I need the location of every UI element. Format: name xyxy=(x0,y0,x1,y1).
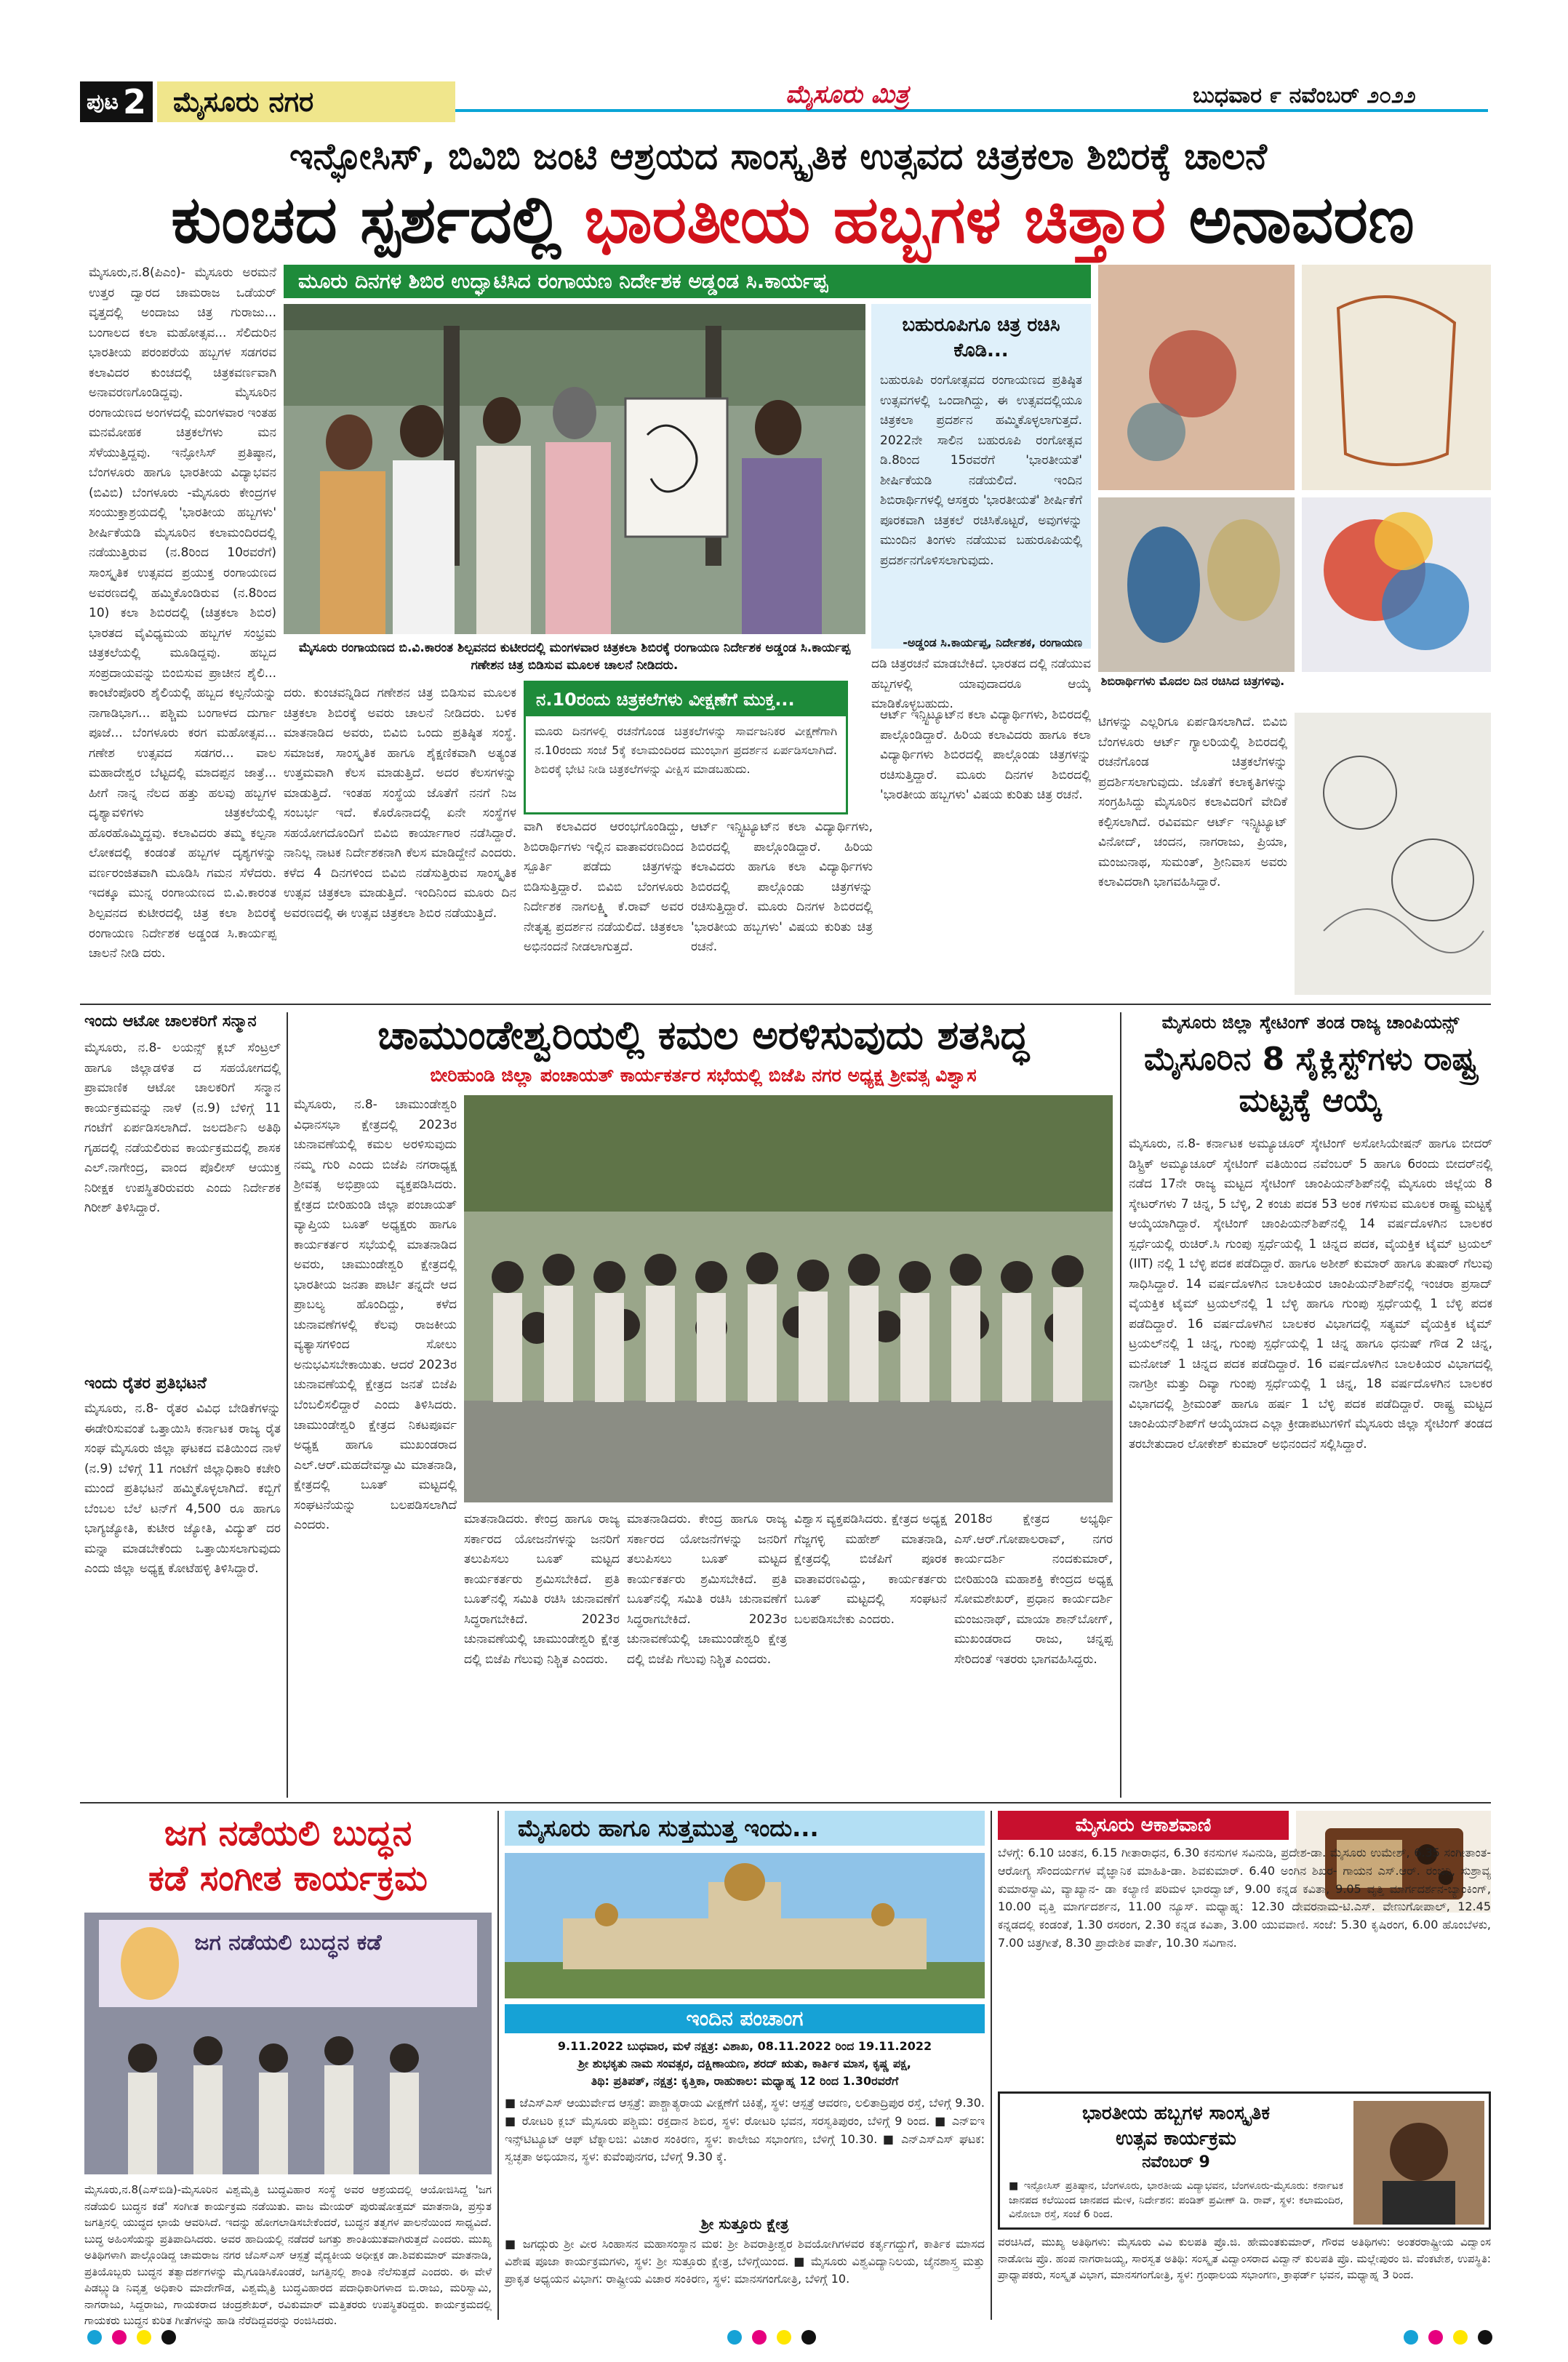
lead-photo-illustration xyxy=(284,304,865,634)
section-label: ಮೈಸೂರು ನಗರ xyxy=(157,81,455,122)
buddha-headline xyxy=(84,1811,492,1902)
farmers-news-body: ಮೈಸೂರು, ನ.8- ರೈತರ ವಿವಿಧ ಬೇಡಿಕೆಗಳನ್ನು ಈಡೇರಿಸುವಂತೆ ಒತ್ತಾಯಿಸಿ ಕರ್ನಾಟಕ ರಾಜ್ಯ ರೈತ ಸಂಘ ಮೈಸೂರು ಜಿಲ್ಲಾ ಘಟಕದ ವತಿಯಿಂದ ನಾಳೆ (ನ.9) ಬೆಳಿಗ್ಗೆ 11 ಗಂಟೆಗೆ ಜಿಲ್ಲಾಧಿಕಾರಿ ಕಚೇರಿ ಮುಂದೆ ಪ್ರತಿಭಟನೆ ಹಮ್ಮಿಕೊಳ್ಳಲಾಗಿದೆ. ಕಬ್ಬಿಗೆ ಬೆಂಬಲ ಬೆಲೆ ಟನ್‌ಗೆ 4,500 ರೂ ಹಾಗೂ ಭಾಗ್ಯಜ್ಯೋತಿ, ಕುಟೀರ ಜ್ಯೋತಿ, ವಿದ್ಯುತ್ ದರ ಮನ್ನಾ ಮಾಡಬೇಕೆಂದು ಒತ್ತಾಯಿಸಲಾಗುವುದು ಎಂದು ಜಿಲ್ಲಾ ಅಧ್ಯಕ್ಷ ಕೋಟೆಹಳ್ಳಿ ತಿಳಿಸಿದ್ದಾರೆ. xyxy=(84,1401,281,1577)
radio-body: ಬೆಳಗ್ಗೆ: 6.10 ಚಿಂತನ, 6.15 ಗೀತಾರಾಧನ, 6.30 ಕನಸುಗಳ ಸವಿನುಡಿ, ಪ್ರದೇಶ-ಡಾ. ಮೈಸೂರು ಉಮೇಶ್, 6.35 ಸಂಗೀತಾಂತ-ಆರೋಗ್ಯ ಸೌಂದರ್ಯಗಳ ವೈಜ್ಞಾನಿಕ ಮಾಹಿತಿ-ಡಾ. ಶಿವಕುಮಾರ್. 6.40 ಅಂಗಿನ ಶಿಖರ- ಗಾಯನ ಎಸ್.ಆರ್. ರಂಜಿನಿ, ಸುಶ್ರಾವ್ಯ ಕುಮಾರಸ್ವಾಮಿ, ವ್ಯಾಖ್ಯಾನ- ಡಾ ಕಲ್ಯಾಣಿ ಪರಿಮಳ ಭಾರದ್ವಾಜ್, 9.00 ಕನ್ನಡ ಕವಿತಾ, 9.05 ವೃತ್ತಿ ಮಾರ್ಗದರ್ಶನ-ಬ್ಯಾಂಕಿಂಗ್, 10.00 ವೃತ್ತಿ ಮಾರ್ಗದರ್ಶನ, 11.00 ನ್ಯೂಸ್. ಮಧ್ಯಾಹ್ನ: 12.30 ದೇವರನಾಮ-ಟಿ.ಎಸ್. ವೇಣುಗೋಪಾಲ್, 12.45 ಕನ್ನಡದಲ್ಲಿ ಕಂಡಂತೆ, 1.30 ರಸರಂಗ, 2.30 ಕನ್ನಡ ಕವಿತಾ, 3.00 ಯುವವಾಣಿ. ಸಂಜೆ: 5.30 ಕೃಷಿರಂಗ, 6.00 ಹೊಂಬೆಳಕು, 7.00 ಚಿತ್ರಗೀತೆ, 8.30 ಪ್ರಾದೇಶಿಕ ವಾರ್ತೆ, 10.30 ಸವಿಗಾನ. xyxy=(998,1846,1491,1950)
auto-news-title: ಇಂದು ಆಟೋ ಚಾಲಕರಿಗೆ ಸನ್ಮಾನ xyxy=(84,1012,257,1030)
black-dot xyxy=(1478,2330,1492,2345)
newspaper-logo: ಮೈಸೂರು ಮಿತ್ರ xyxy=(785,80,909,109)
sidebar-title: ಬಹುರೂಪಿಗೂ ಚಿತ್ರ ರಚಿಸಿ ಕೊಡಿ... xyxy=(902,314,1060,362)
panchanga-line2: ಶ್ರೀ ಶುಭಕೃತು ನಾಮ ಸಂವತ್ಸರ, ದಕ್ಷಿಣಾಯಣ, ಶರದ್ ಋತು, ಕಾರ್ತಿಕ ಮಾಸ, ಕೃಷ್ಣ ಪಕ್ಷ, xyxy=(578,2057,911,2070)
sidebar-body: ಬಹುರೂಪಿ ರಂಗೋತ್ಸವದ ರಂಗಾಯಣದ ಪ್ರತಿಷ್ಠಿತ ಉತ್ಸವಗಳಲ್ಲಿ ಒಂದಾಗಿದ್ದು, ಈ ಉತ್ಸವದಲ್ಲಿಯೂ ಚಿತ್ರಕಲಾ ಪ್ರದರ್ಶನ ಹಮ್ಮಿಕೊಳ್ಳಲಾಗುತ್ತದೆ. 2022ನೇ ಸಾಲಿನ ಬಹುರೂಪಿ ರಂಗೋತ್ಸವ ಡಿ.8ರಿಂದ 15ರವರೆಗೆ 'ಭಾರತೀಯತೆ' ಶೀರ್ಷಿಕೆಯಡಿ ನಡೆಯಲಿದೆ. ಇಂದಿನ ಶಿಬಿರಾರ್ಥಿಗಳಲ್ಲಿ ಆಸಕ್ತರು 'ಭಾರತೀಯತೆ' ಶೀರ್ಷಿಕೆಗೆ ಪೂರಕವಾಗಿ ಚಿತ್ರಕಲೆ ರಚಿಸಿಕೊಟ್ಟರೆ, ಅವುಗಳನ್ನು ಮುಂದಿನ ತಿಂಗಳು ನಡೆಯುವ ಬಹುರೂಪಿಯಲ್ಲಿ ಪ್ರದರ್ಶನಗೊಳಿಸಲಾಗುವುದು. xyxy=(880,373,1082,568)
sketch-image xyxy=(1295,713,1491,995)
vertical-rule-3 xyxy=(497,1811,499,2320)
panchanga-bar: ಇಂದಿನ ಪಂಚಾಂಗ xyxy=(505,2004,985,2033)
sketch-illustration xyxy=(1295,713,1491,995)
magenta-dot xyxy=(1428,2330,1443,2345)
lead-headline-part-c: ಅನಾವರಣ xyxy=(1166,182,1415,258)
black-dot xyxy=(801,2330,816,2345)
panchanga-line3: ತಿಥಿ: ಪ್ರತಿಪತ್, ನಕ್ಷತ್ರ: ಕೃತ್ತಿಕಾ, ರಾಹುಕಾಲ: ಮಧ್ಯಾಹ್ನ 12 ರಿಂದ 1.30ರವರೆಗೆ xyxy=(591,2074,899,2088)
highlight-body: ಮೂರು ದಿನಗಳಲ್ಲಿ ರಚನೆಗೊಂಡ ಚಿತ್ರಕಲೆಗಳನ್ನು ಸಾರ್ವಜನಿಕರ ವೀಕ್ಷಣೆಗಾಗಿ ನ.10ರಂದು ಸಂಜೆ 5ಕ್ಕೆ ಕಲಾಮಂದಿರದ ಮುಂಭಾಗ ಪ್ರದರ್ಶನ ಏರ್ಪಡಿಸಲಾಗಿದೆ. ಶಿಬಿರಕ್ಕೆ ಭೇಟಿ ನೀಡಿ ಚಿತ್ರಕಲೆಗಳನ್ನು ವೀಕ್ಷಿಸ ಮಾಡಬಹುದು. xyxy=(535,724,837,776)
lead-col4b: ಆರ್ಟ್ ಇನ್ಸ್ಟಿಟ್ಯೂಟ್‌ನ ಕಲಾ ವಿದ್ಯಾರ್ಥಿಗಳು, ಶಿಬಿರದಲ್ಲಿ ಪಾಲ್ಗೊಂಡಿದ್ದಾರೆ. ಹಿರಿಯ ಕಲಾವಿದರು ಹಾಗೂ ಕಲಾ ವಿದ್ಯಾರ್ಥಿಗಳು ಶಿಬಿರದಲ್ಲಿ ಪಾಲ್ಗೊಂಡು ಚಿತ್ರಗಳನ್ನು ರಚಿಸುತ್ತಿದ್ದಾರೆ. ಮೂರು ದಿನಗಳ ಶಿಬಿರದಲ್ಲಿ 'ಭಾರತೀಯ ಹಬ್ಬಗಳು' ವಿಷಯ ಕುರಿತು ಚಿತ್ರ ರಚನೆ. xyxy=(880,708,1091,803)
cyan-dot xyxy=(1404,2330,1418,2345)
chamundi-col1: ಮೈಸೂರು, ನ.8- ಚಾಮುಂಡೇಶ್ವರಿ ವಿಧಾನಸಭಾ ಕ್ಷೇತ್ರದಲ್ಲಿ 2023ರ ಚುನಾವಣೆಯಲ್ಲಿ ಕಮಲ ಅರಳಿಸುವುದು ನಮ್ಮ ಗುರಿ ಎಂದು ಬಿಜೆಪಿ ನಗರಾಧ್ಯಕ್ಷ ಶ್ರೀವತ್ಸ ಅಭಿಪ್ರಾಯ ವ್ಯಕ್ತಪಡಿಸಿದರು. ಕ್ಷೇತ್ರದ ಬೀರಿಹುಂಡಿ ಜಿಲ್ಲಾ ಪಂಚಾಯತ್ ವ್ಯಾಪ್ತಿಯ ಬೂತ್ ಅಧ್ಯಕ್ಷರು ಹಾಗೂ ಕಾರ್ಯಕರ್ತರ ಸಭೆಯಲ್ಲಿ ಮಾತನಾಡಿದ ಅವರು, ಚಾಮುಂಡೇಶ್ವರಿ ಕ್ಷೇತ್ರದಲ್ಲಿ ಭಾರತೀಯ ಜನತಾ ಪಾರ್ಟಿ ತನ್ನದೇ ಆದ ಪ್ರಾಬಲ್ಯ ಹೊಂದಿದ್ದು, ಕಳೆದ ಚುನಾವಣೆಗಳಲ್ಲಿ ಕೆಲವು ರಾಜಕೀಯ ವ್ಯತ್ಯಾಸಗಳಿಂದ ಸೋಲು ಅನುಭವಿಸಬೇಕಾಯಿತು. ಆದರೆ 2023ರ ಚುನಾವಣೆಯಲ್ಲಿ ಕ್ಷೇತ್ರದ ಜನತೆ ಬಿಜೆಪಿ ಬೆಂಬಲಿಸಲಿದ್ದಾರೆ ಎಂದು ತಿಳಿಸಿದರು. ಚಾಮುಂಡೇಶ್ವರಿ ಕ್ಷೇತ್ರದ ನಿಕಟಪೂರ್ವ ಅಧ್ಯಕ್ಷ ಹಾಗೂ ಮುಖಂಡರಾದ ಎಲ್.ಆರ್.ಮಹದೇವಸ್ವಾಮಿ ಮಾತನಾಡಿ, ಕ್ಷೇತ್ರದಲ್ಲಿ ಬೂತ್ ಮಟ್ಟದಲ್ಲಿ ಸಂಘಟನೆಯನ್ನು ಬಲಪಡಿಸಲಾಗಿದೆ ಎಂದರು. xyxy=(294,1097,457,1533)
lead-kicker: ಇನ್ಫೋಸಿಸ್, ಬಿವಿಬಿ ಜಂಟಿ ಆಶ್ರಯದ ಸಾಂಸ್ಕೃತಿಕ ಉತ್ಸವದ ಚಿತ್ರಕಲಾ ಶಿಬಿರಕ್ಕೆ ಚಾಲನೆ xyxy=(289,135,1267,177)
sidebar-box xyxy=(871,304,1091,649)
sidebar-signature: -ಅಡ್ಡಂಡ ಸಿ.ಕಾರ್ಯಪ್ಪ, ನಿರ್ದೇಶಕ, ರಂಗಾಯಣ xyxy=(903,636,1082,650)
today-items: ■ ಜೆಎಸ್‌ಎಸ್ ಆಯುರ್ವೇದ ಆಸ್ಪತ್ರೆ: ಪಾಶ್ಚಾತ್ಯರಾಯ ವೀಕ್ಷಣೆಗೆ ಚಿಕಿತ್ಸೆ, ಸ್ಥಳ: ಆಸ್ಪತ್ರೆ ಆವರಣ, ಲಲಿತಾದ್ರಿಪುರ ರಸ್ತೆ, ಬೆಳಿಗ್ಗೆ 9.30. ■ ರೋಟರಿ ಕ್ಲಬ್ ಮೈಸೂರು ಪಶ್ಚಿಮ: ರಕ್ತದಾನ ಶಿಬಿರ, ಸ್ಥಳ: ರೋಟರಿ ಭವನ, ಸರಸ್ವತಿಪುರಂ, ಬೆಳಿಗ್ಗೆ 9 ರಿಂದ. ■ ಎನ್‌ಐಇ ಇನ್ಸ್‌ಟಿಟ್ಯೂಟ್ ಆಫ್ ಟೆಕ್ನಾಲಜಿ: ವಿಚಾರ ಸಂಕಿರಣ, ಸ್ಥಳ: ಕಾಲೇಜು ಸಭಾಂಗಣ, ಬೆಳಿಗ್ಗೆ 10.30. ■ ಎನ್‌ಎಸ್‌ಎಸ್ ಘಟಕ: ಸ್ವಚ್ಛತಾ ಅಭಿಯಾನ, ಸ್ಥಳ: ಕುವೆಂಪುನಗರ, ಬೆಳಿಗ್ಗೆ 9.30 ಕ್ಕೆ. xyxy=(505,2096,985,2164)
lead-col3: ವಾಗಿ ಕಲಾವಿದರ ಆರಂಭಗೊಂಡಿದ್ದು, ಶಿಬಿರಾರ್ಥಿಗಳು ಇಲ್ಲಿನ ವಾತಾವರಣದಿಂದ ಸ್ಪೂರ್ತಿ ಪಡೆದು ಚಿತ್ರಗಳನ್ನು ಬಿಡಿಸುತ್ತಿದ್ದಾರೆ. ಬಿವಿಬಿ ಬೆಂಗಳೂರು ನಿರ್ದೇಶಕ ನಾಗಲಕ್ಷ್ಮಿ ಕೆ.ರಾವ್ ಅವರ ನೇತೃತ್ವ ಪ್ರದರ್ಶನ ನಡೆಯಲಿದೆ. ಚಿತ್ರಕಲಾ ಅಭಿನಂದನೆ ನೀಡಲಾಗುತ್ತದೆ. xyxy=(524,820,684,955)
chamundi-col4: 2018ರ ಕ್ಷೇತ್ರದ ಅಭ್ಯರ್ಥಿ ಎಸ್.ಆರ್.ಗೋಪಾಲರಾವ್, ನಗರ ಕಾರ್ಯದರ್ಶಿ ನಂದಕುಮಾರ್, ಬೀರಿಹುಂಡಿ ಮಹಾಶಕ್ತಿ ಕೇಂದ್ರದ ಅಧ್ಯಕ್ಷ ಸೋಮಶೇಖರ್, ಪ್ರಧಾನ ಕಾರ್ಯದರ್ಶಿ ಮಂಜುನಾಥ್, ಮಾಯಾ ಶಾನ್‌ಬೋಗ್, ಮುಖಂಡರಾದ ರಾಜು, ಚನ್ನಪ್ಪ ಸೇರಿದಂತೆ ಇತರರು ಭಾಗವಹಿಸಿದ್ದರು. xyxy=(954,1512,1113,1667)
header-rule xyxy=(455,109,1488,112)
magenta-dot xyxy=(112,2330,127,2345)
page-number: 2 xyxy=(123,82,147,121)
lead-headline xyxy=(109,182,1476,258)
cycling-body: ಮೈಸೂರು, ನ.8- ಕರ್ನಾಟಕ ಅಮ್ಯೂಚೂರ್ ಸ್ಕೇಟಿಂಗ್ ಅಸೋಸಿಯೇಷನ್ ಹಾಗೂ ಬೀದರ್ ಡಿಸ್ಟ್ರಿಕ್ ಅಮ್ಯೂಚೂರ್ ಸ್ಕೇಟಿಂಗ್ ವತಿಯಿಂದ ನವೆಂಬರ್ 5 ಹಾಗೂ 6ರಂದು ಬೀದರ್‌ನಲ್ಲಿ ನಡೆದ 17ನೇ ರಾಜ್ಯ ಮಟ್ಟದ ಸ್ಕೇಟಿಂಗ್ ಚಾಂಪಿಯನ್‌ಶಿಪ್‌ನಲ್ಲಿ ಮೈಸೂರು ಜಿಲ್ಲೆಯ 8 ಸ್ಕೇಟರ್‌ಗಳು 7 ಚಿನ್ನ, 5 ಬೆಳ್ಳಿ, 2 ಕಂಚು ಪದಕ 53 ಅಂಕ ಗಳಿಸುವ ಮೂಲಕ ರಾಷ್ಟ್ರ ಮಟ್ಟಕ್ಕೆ ಆಯ್ಕೆಯಾಗಿದ್ದಾರೆ. ಸ್ಕೇಟಿಂಗ್ ಚಾಂಪಿಯನ್‌ಶಿಪ್‌ನಲ್ಲಿ 14 ವರ್ಷದೊಳಗಿನ ಬಾಲಕರ ಸ್ಪರ್ಧೆಯಲ್ಲಿ ರುಚಿರ್.ಸಿ ಗುಂಪು ಸ್ಪರ್ಧೆಯಲ್ಲಿ 1 ಚಿನ್ನದ ಪದಕ, ವೈಯಕ್ತಿಕ ಟೈಮ್ ಟ್ರಯಲ್ (IIT) ನಲ್ಲಿ 1 ಬೆಳ್ಳಿ ಪದಕ ಪಡೆದಿದ್ದಾರೆ. ಹಾಗೂ ಅಶೀಶ್ ಕುಮಾರ್ ಹಾಗೂ ತುಷಾರ್ ಗೆಲುವು ಸಾಧಿಸಿದ್ದಾರೆ. 14 ವರ್ಷದೊಳಗಿನ ಬಾಲಕಿಯರ ಚಾಂಪಿಯನ್‌ಶಿಪ್‌ನಲ್ಲಿ ಇಂಚರಾ ಪ್ರಸಾದ್ ವೈಯಕ್ತಿಕ ಟೈಮ್ ಟ್ರಯಲ್‌ನಲ್ಲಿ 1 ಬೆಳ್ಳಿ ಹಾಗೂ ಗುಂಪು ಸ್ಪರ್ಧೆಯಲ್ಲಿ 1 ಬೆಳ್ಳಿ ಪದಕ ಪಡೆದಿದ್ದಾರೆ. 16 ವರ್ಷದೊಳಗಿನ ಬಾಲಕರ ವಿಭಾಗದಲ್ಲಿ ಸತ್ಯಮ್ ವೈಯಕ್ತಿಕ ಟೈಮ್ ಟ್ರಯಲ್‌ನಲ್ಲಿ 1 ಚಿನ್ನ, ಗುಂಪು ಸ್ಪರ್ಧೆಯಲ್ಲಿ 1 ಚಿನ್ನ ಹಾಗೂ ಧನುಷ್ ಗೌಡ 2 ಚಿನ್ನ, ಮನೋಜ್ 1 ಚಿನ್ನದ ಪದಕ ಪಡೆದಿದ್ದಾರೆ. 16 ವರ್ಷದೊಳಗಿನ ಬಾಲಕಿಯರ ವಿಭಾಗದಲ್ಲಿ ನಾಗಶ್ರೀ ಮತ್ತು ದಿವ್ಯಾ ಗುಂಪು ಸ್ಪರ್ಧೆಯಲ್ಲಿ 1 ಚಿನ್ನ, 18 ವರ್ಷದೊಳಗಿನ ಬಾಲಕರ ವಿಭಾಗದಲ್ಲಿ ಶ್ರೀಮಂತ್ ಹಾಗೂ ಹರ್ಷ 1 ಬೆಳ್ಳಿ ಪದಕ ಪಡೆದಿದ್ದಾರೆ. ರಾಷ್ಟ್ರ ಮಟ್ಟದ ಚಾಂಪಿಯನ್‌ಶಿಪ್‌ಗೆ ಆಯ್ಕೆಯಾದ ಎಲ್ಲಾ ಕ್ರೀಡಾಪಟುಗಳಿಗೆ ಮೈಸೂರು ಜಿಲ್ಲಾ ಸ್ಕೇಟಿಂಗ್ ತಂಡದ ತರಬೇತುದಾರ ಲೋಕೇಶ್ ಕುಮಾರ್ ಅಭಿನಂದನೆ ಸಲ್ಲಿಸಿದ್ದಾರೆ. xyxy=(1129,1137,1492,1452)
buddha-body: ಮೈಸೂರು,ನ.8(ಎಸ್‌ಬಿಡಿ)-ಮೈಸೂರಿನ ವಿಶ್ವಮೈತ್ರಿ ಬುದ್ಧವಿಹಾರ ಸಂಸ್ಥೆ ಅವರ ಆಶ್ರಯದಲ್ಲಿ ಆಯೋಜಿಸಿದ್ದ 'ಜಗ ನಡೆಯಲಿ ಬುದ್ಧನ ಕಡೆ' ಸಂಗೀತ ಕಾರ್ಯಕ್ರಮ ನಡೆಯಿತು. ವಾಜ ಮೇಯರ್ ಪುರುಷೋತ್ತಮ್ ಮಾತನಾಡಿ, ಪ್ರಸ್ತುತ ಜಗತ್ತಿನಲ್ಲಿ ಯುದ್ಧದ ಛಾಯೆ ಆವರಿಸಿದೆ. ಇದನ್ನು ಹೋಗಲಾಡಿಸಬೇಕೆಂದರೆ, ಬುದ್ಧನ ತತ್ವಗಳ ಪಾಲನೆಯಿಂದ ಸಾಧ್ಯವಿದೆ. ಬುದ್ಧ ಅಹಿಂಸೆಯನ್ನು ಪ್ರತಿಪಾದಿಸಿದರು. ಅವರ ಹಾದಿಯಲ್ಲಿ ನಡೆದರೆ ಜಗತ್ತು ಶಾಂತಿಯುತವಾಗಿರುತ್ತದೆ ಎಂದರು. ಮುಖ್ಯ ಅತಿಥಿಗಳಾಗಿ ಪಾಲ್ಗೊಂಡಿದ್ದ ಚಾಮರಾಜ ನಗರ ಜೆಎಸ್‌ಎಸ್ ಆಸ್ಪತ್ರೆ ವೈದ್ಯಕೀಯ ಅಧೀಕ್ಷಕ ಡಾ.ಶಿವಕುಮಾರ್ ಮಾತನಾಡಿ, ಪ್ರತಿಯೊಬ್ಬರು ಬುದ್ಧನ ತತ್ವಾದರ್ಶಗಳನ್ನು ಮೈಗೂಡಿಸಿಕೊಂಡರೆ, ಜಗತ್ತಿನಲ್ಲಿ ಶಾಂತಿ ನೆಲೆಸುತ್ತದೆ ಎಂದರು. ಈ ವೇಳೆ ಪಿಡಬ್ಲ್ಯುಡಿ ನಿವೃತ್ತ ಅಧಿಕಾರಿ ಮಾದೇಗೌಡ, ವಿಶ್ವಮೈತ್ರಿ ಬುದ್ಧವಿಹಾರದ ಪದಾಧಿಕಾರಿಗಳಾದ ಬಿ.ರಾಜು, ಮರಿಸ್ವಾಮಿ, ನಾಗರಾಜು, ಸಿದ್ದರಾಜು, ಗಾಯಕರಾದ ಚಂದ್ರಶೇಖರ್, ರವಿಕುಮಾರ್ ಮತ್ತಿತರರು ಉಪಸ್ಥಿತರಿದ್ದರು. ಕಾರ್ಯಕ್ರಮದಲ್ಲಿ ಗಾಯಕರು ಬುದ್ಧನ ಕುರಿತ ಗೀತೆಗಳನ್ನು ಹಾಡಿ ನೆರೆದಿದ್ದವರನ್ನು ರಂಜಿಸಿದರು. xyxy=(84,2183,492,2327)
palace-photo xyxy=(505,1853,985,1998)
cyan-dot xyxy=(87,2330,102,2345)
buddha-headline-line2: ಕಡೆ ಸಂಗೀತ ಕಾರ್ಯಕ್ರಮ xyxy=(148,1858,428,1899)
lead-subbar: ಮೂರು ದಿನಗಳ ಶಿಬಿರ ಉದ್ಘಾಟಿಸಿದ ರಂಗಾಯಣ ನಿರ್ದೇಶಕ ಅಡ್ಡಂಡ ಸಿ.ಕಾರ್ಯಪ್ಪ xyxy=(284,265,1091,298)
farmers-news-title: ಇಂದು ರೈತರ ಪ್ರತಿಭಟನೆ xyxy=(84,1374,207,1393)
auto-news-body: ಮೈಸೂರು, ನ.8- ಲಯನ್ಸ್ ಕ್ಲಬ್ ಸೆಂಟ್ರಲ್ ಹಾಗೂ ಜಿಲ್ಲಾಡಳಿತ ದ ಸಹಯೋಗದಲ್ಲಿ ಪ್ರಾಮಾಣಿಕ ಆಟೋ ಚಾಲಕರಿಗೆ ಸನ್ಮಾನ ಕಾರ್ಯಕ್ರಮವನ್ನು ನಾಳೆ (ನ.9) ಬೆಳಿಗ್ಗೆ 11 ಗಂಟೆಗೆ ಏರ್ಪಡಿಸಲಾಗಿದೆ. ಜಲದರ್ಶಿನಿ ಅತಿಥಿ ಗೃಹದಲ್ಲಿ ನಡೆಯಲಿರುವ ಕಾರ್ಯಕ್ರಮದಲ್ಲಿ ಶಾಸಕ ಎಲ್.ನಾಗೇಂದ್ರ, ವಾಂದ ಪೊಲೀಸ್ ಆಯುಕ್ತ ನಿರೀಕ್ಷಕ ಉಪಸ್ಥಿತರಿರುವರು ಎಂದು ನಿರ್ದೇಶಕ ಗಿರೀಶ್ ತಿಳಿಸಿದ್ದಾರೆ. xyxy=(84,1041,281,1216)
issue-date: ಬುಧವಾರ ೯ ನವೆಂಬರ್ ೨೦೨೨ xyxy=(1193,83,1416,108)
chamundi-group-photo xyxy=(464,1095,1113,1502)
today-bar: ಮೈಸೂರು ಹಾಗೂ ಸುತ್ತಮುತ್ತ ಇಂದು... xyxy=(505,1811,985,1846)
paintings-illustration xyxy=(1098,265,1491,672)
chamundi-headline: ಚಾಮುಂಡೇಶ್ವರಿಯಲ್ಲಿ ಕಮಲ ಅರಳಿಸುವುದು ಶತಸಿದ್ಧ xyxy=(377,1012,1029,1058)
paintings-caption: ಶಿಬಿರಾರ್ಥಿಗಳು ಮೊದಲ ದಿನ ರಚಿಸಿದ ಚಿತ್ರಗಳಿವು. xyxy=(1100,674,1285,688)
buddha-event-photo xyxy=(84,1913,492,2174)
highlight-box xyxy=(524,681,848,814)
lead-col4: ಆರ್ಟ್ ಇನ್ಸ್ಟಿಟ್ಯೂಟ್‌ನ ಕಲಾ ವಿದ್ಯಾರ್ಥಿಗಳು, ಶಿಬಿರದಲ್ಲಿ ಪಾಲ್ಗೊಂಡಿದ್ದಾರೆ. ಹಿರಿಯ ಕಲಾವಿದರು ಹಾಗೂ ಕಲಾ ವಿದ್ಯಾರ್ಥಿಗಳು ಶಿಬಿರದಲ್ಲಿ ಪಾಲ್ಗೊಂಡು ಚಿತ್ರಗಳನ್ನು ರಚಿಸುತ್ತಿದ್ದಾರೆ. ಮೂರು ದಿನಗಳ ಶಿಬಿರದಲ್ಲಿ 'ಭಾರತೀಯ ಹಬ್ಬಗಳು' ವಿಷಯ ಕುರಿತು ಚಿತ್ರ ರಚನೆ. xyxy=(691,820,873,955)
panchanga-line1: 9.11.2022 ಬುಧವಾರ, ಮಳೆ ನಕ್ಷತ್ರ: ವಿಶಾಖ, 08.11.2022 ರಿಂದ 19.11.2022 xyxy=(557,2039,932,2053)
temple-title: ಶ್ರೀ ಸುತ್ತೂರು ಕ್ಷೇತ್ರ xyxy=(700,2215,789,2233)
chamundi-col3: ವಿಶ್ವಾಸ ವ್ಯಕ್ತಪಡಿಸಿದರು. ಕ್ಷೇತ್ರದ ಅಧ್ಯಕ್ಷ ಗೆಜ್ಜಗಳ್ಳಿ ಮಹೇಶ್ ಮಾತನಾಡಿ, ಕ್ಷೇತ್ರದಲ್ಲಿ ಬಿಜೆಪಿಗೆ ಪೂರಕ ವಾತಾವರಣವಿದ್ದು, ಕಾರ್ಯಕರ್ತರು ಬೂತ್ ಮಟ್ಟದಲ್ಲಿ ಸಂಘಟನೆ ಬಲಪಡಿಸಬೇಕು ಎಂದರು. xyxy=(794,1512,947,1627)
section-divider-2 xyxy=(80,1802,1491,1803)
lead-photo-caption: ಮೈಸೂರು ರಂಗಾಯಣದ ಬಿ.ವಿ.ಕಾರಂತ ಶಿಲ್ಪವನದ ಕುಟೀರದಲ್ಲಿ ಮಂಗಳವಾರ ಚಿತ್ರಕಲಾ ಶಿಬಿರಕ್ಕೆ ರಂಗಾಯಣ ನಿರ್ದೇಶಕ ಅಡ್ಡಂಡ ಸಿ.ಕಾರ್ಯಪ್ಪ ಗಣೇಶನ ಚಿತ್ರ ಬಿಡಿಸುವ ಮೂಲಕ ಚಾಲನೆ ನೀಡಿದರು. xyxy=(298,641,851,673)
lead-col2: ದರು. ಕುಂಚವನ್ನಿಡಿದ ಗಣೇಶನ ಚಿತ್ರ ಬಿಡಿಸುವ ಮೂಲಕ ಚಿತ್ರಕಲಾ ಶಿಬಿರಕ್ಕೆ ಅವರು ಚಾಲನೆ ನೀಡಿದರು. ಬಳಿಕ ಮಾತನಾಡಿದ ಅವರು, ಬಿವಿಬಿ ಒಂದು ಪ್ರತಿಷ್ಠಿತ ಸಂಸ್ಥೆ. ಸಮಾಜಕ, ಸಾಂಸ್ಕೃತಿಕ ಹಾಗೂ ಶೈಕ್ಷಣಿಕವಾಗಿ ಅತ್ಯಂತ ಉತ್ತಮವಾಗಿ ಕೆಲಸ ಮಾಡುತ್ತಿದೆ. ಅದರ ಕೆಲಸಗಳನ್ನು ಮಾಡುತ್ತಿದೆ. ಇಂತಹ ಸಂಸ್ಥೆಯ ಜೊತೆಗೆ ನನಗೆ ನಿಜ ಸಂಬರ್ಭ ಇದೆ. ಕೊರೊನಾದಲ್ಲಿ ಏನೇ ಸಂಸ್ಥೆಗಳ ಸಹಯೋಗದೊಂದಿಗೆ ಬಿವಿಬಿ ಕಾರ್ಯಾಗಾರ ನಡೆಸಿದ್ದಾರೆ. ನಾನಿಲ್ಲ ನಾಟಕ ನಿರ್ದೇಶಕನಾಗಿ ಕೆಲಸ ಮಾಡಿದ್ದೇನೆ ಎಂದರು. ಕಳೆದ 4 ದಿನಗಳಿಂದ ಬಿವಿಬಿ ನಡೆಸುತ್ತಿರುವ ಸಾಂಸ್ಕೃತಿಕ ಉತ್ಸವ ಚಿತ್ರಕಲಾ ಮಾಡುತ್ತಿದೆ. ಇಂದಿನಿಂದ ಮೂರು ದಿನ ಅವರಣದಲ್ಲಿ ಈ ಉತ್ಸವ ಚಿತ್ರಕಲಾ ಶಿಬಿರ ನಡೆಯುತ್ತಿದೆ. xyxy=(284,686,516,921)
buddha-banner-text: ಜಗ ನಡೆಯಲಿ ಬುದ್ಧನ ಕಡೆ xyxy=(194,1930,382,1955)
page-number-badge xyxy=(80,81,153,122)
festival-title-line1: ಭಾರತೀಯ ಹಬ್ಬಗಳ ಸಾಂಸ್ಕೃತಿಕ xyxy=(1081,2102,1271,2124)
sidebar-tail: ದಡಿ ಚಿತ್ರರಚನೆ ಮಾಡಬೇಕಿದೆ. ಭಾರತದ ದಲ್ಲಿ ನಡೆಯುವ ಹಬ್ಬಗಳಲ್ಲಿ ಯಾವುದಾದರೂ ಆಯ್ಕೆ ಮಾಡಿಕೊಳ್ಳಬಹುದು. xyxy=(871,657,1091,712)
lead-col5: ಟಿಗಳನ್ನು ಎಲ್ಲರಿಗೂ ಏರ್ಪಡಿಸಲಾಗಿದೆ. ಬಿವಿಬಿ ಬೆಂಗಳೂರು ಆರ್ಟ್ ಗ್ಯಾಲರಿಯಲ್ಲಿ ಶಿಬಿರದಲ್ಲಿ ರಚನೆಗೊಂಡ ಚಿತ್ರಕಲೆಗಳನ್ನು ಪ್ರದರ್ಶಿಸಲಾಗುವುದು. ಜೊತೆಗೆ ಕಲಾಕೃತಿಗಳನ್ನು ಸಂಗ್ರಹಿಸಿದ್ದು ಮೈಸೂರಿನ ಕಲಾವಿದರಿಗೆ ವೇದಿಕೆ ಕಲ್ಪಿಸಲಾಗಿದೆ. ರವಿವರ್ಮ ಆರ್ಟ್ ಇನ್ಸ್ಟಿಟ್ಯೂಟ್ ವಿನೋದ್, ಚಂದನ, ನಾಗರಾಜು, ಪ್ರಿಯಾ, ಮಂಜುನಾಥ, ಸುಮಂತ್, ಶ್ರೀನಿವಾಸ ಅವರು ಕಲಾವಿದರಾಗಿ ಭಾಗವಹಿಸಿದ್ದಾರೆ. xyxy=(1098,715,1287,890)
registration-dots-left xyxy=(87,2330,176,2345)
lead-photo xyxy=(284,304,865,634)
highlight-title: ನ.10ರಂದು ಚಿತ್ರಕಲೆಗಳು ವೀಕ್ಷಣೆಗೆ ಮುಕ್ತ... xyxy=(526,683,846,716)
festival-box xyxy=(998,2091,1491,2230)
vertical-rule-2 xyxy=(1120,1012,1121,1798)
chamundi-col2: ಮಾತನಾಡಿದರು. ಕೇಂದ್ರ ಹಾಗೂ ರಾಜ್ಯ ಸರ್ಕಾರದ ಯೋಜನೆಗಳನ್ನು ಜನರಿಗೆ ತಲುಪಿಸಲು ಬೂತ್ ಮಟ್ಟದ ಕಾರ್ಯಕರ್ತರು ಶ್ರಮಿಸಬೇಕಿದೆ. ಪ್ರತಿ ಬೂತ್‌ನಲ್ಲಿ ಸಮಿತಿ ರಚಿಸಿ ಚುನಾವಣೆಗೆ ಸಿದ್ಧರಾಗಬೇಕಿದೆ. 2023ರ ಚುನಾವಣೆಯಲ್ಲಿ ಚಾಮುಂಡೇಶ್ವರಿ ಕ್ಷೇತ್ರ ದಲ್ಲಿ ಬಿಜೆಪಿ ಗೆಲುವು ನಿಶ್ಚಿತ ಎಂದರು. xyxy=(464,1512,620,1667)
magenta-dot xyxy=(752,2330,767,2345)
vertical-rule-4 xyxy=(991,1811,992,2320)
yellow-dot xyxy=(1453,2330,1468,2345)
radio-head: ಮೈಸೂರು ಆಕಾಶವಾಣಿ xyxy=(998,1811,1289,1840)
group-photo-illustration xyxy=(464,1095,1113,1502)
yellow-dot xyxy=(777,2330,791,2345)
lead-headline-part-a: ಕುಂಚದ ಸ್ಪರ್ಶದಲ್ಲಿ xyxy=(171,182,585,258)
festival-body: ■ ಇನ್ಫೋಸಿಸ್ ಪ್ರತಿಷ್ಠಾನ, ಬೆಂಗಳೂರು, ಭಾರತೀಯ ವಿದ್ಯಾಭವನ, ಬೆಂಗಳೂರು-ಮೈಸೂರು: ಕರ್ನಾಟಕ ಜಾನಪದ ಕಲೆಯಿಂದ ಜಾನಪದ ಮೇಳ, ನಿರ್ದೇಶನ: ಪಂಡಿತ್ ಪ್ರವೀಣ್ ಡಿ. ರಾವ್, ಸ್ಥಳ: ಕಲಾಮಂದಿರ, ವಿನೋಬಾ ರಸ್ತೆ, ಸಂಜೆ 6 ರಿಂದ. xyxy=(1009,2180,1343,2221)
festival-portrait xyxy=(1353,2101,1484,2225)
vertical-rule-1 xyxy=(287,1012,288,1798)
registration-dots-right xyxy=(1404,2330,1492,2345)
panchanga-details xyxy=(505,2038,985,2090)
chamundi-subhead: ಬೀರಿಹುಂಡಿ ಜಿಲ್ಲಾ ಪಂಚಾಯತ್ ಕಾರ್ಯಕರ್ತರ ಸಭೆಯಲ್ಲಿ ಬಿಜೆಪಿ ನಗರ ಅಧ್ಯಕ್ಷ ಶ್ರೀವತ್ಸ ವಿಶ್ವಾಸ xyxy=(430,1065,977,1086)
chamundi-col2b: ಮಾತನಾಡಿದರು. ಕೇಂದ್ರ ಹಾಗೂ ರಾಜ್ಯ ಸರ್ಕಾರದ ಯೋಜನೆಗಳನ್ನು ಜನರಿಗೆ ತಲುಪಿಸಲು ಬೂತ್ ಮಟ್ಟದ ಕಾರ್ಯಕರ್ತರು ಶ್ರಮಿಸಬೇಕಿದೆ. ಪ್ರತಿ ಬೂತ್‌ನಲ್ಲಿ ಸಮಿತಿ ರಚಿಸಿ ಚುನಾವಣೆಗೆ ಸಿದ್ಧರಾಗಬೇಕಿದೆ. 2023ರ ಚುನಾವಣೆಯಲ್ಲಿ ಚಾಮುಂಡೇಶ್ವರಿ ಕ್ಷೇತ್ರ ದಲ್ಲಿ ಬಿಜೆಪಿ ಗೆಲುವು ನಿಶ್ಚಿತ ಎಂದರು. xyxy=(627,1512,787,1667)
page-prefix: ಪುಟ xyxy=(86,89,119,115)
palace-illustration xyxy=(505,1853,985,1998)
yellow-dot xyxy=(137,2330,151,2345)
lead-headline-part-b: ಭಾರತೀಯ ಹಬ್ಬಗಳ ಚಿತ್ತಾರ xyxy=(584,182,1167,258)
cycling-kicker: ಮೈಸೂರು ಜಿಲ್ಲಾ ಸ್ಕೇಟಿಂಗ್ ತಂಡ ರಾಜ್ಯ ಚಾಂಪಿಯನ್ಸ್ xyxy=(1161,1012,1460,1033)
portrait-illustration xyxy=(1353,2101,1484,2225)
festival-tail: ವರಚಿಸಿದೆ, ಮುಖ್ಯ ಅತಿಥಿಗಳು: ಮೈಸೂರು ವಿವಿ ಕುಲಪತಿ ಪ್ರೊ.ಜಿ. ಹೇಮಂತಕುಮಾರ್, ಗೌರವ ಅತಿಥಿಗಳು: ಅಂತರರಾಷ್ಟ್ರೀಯ ವಿದ್ವಾಂಸ ನಾಡೋಜ ಪ್ರೊ. ಹಂಪ ನಾಗರಾಜಯ್ಯ, ಸಾರಸ್ವತ ಅತಿಥಿ: ಸಂಸ್ಕೃತ ವಿದ್ವಾಂಸರಾದ ವಿದ್ವಾನ್ ಕುಲಪತಿ ಪ್ರೊ. ಮಲ್ಲೇಪುರಂ ಜಿ. ವೆಂಕಟೇಶ, ಉಪಸ್ಥಿತಿ: ಪ್ರಾಧ್ಯಾಪಕರು, ಸಂಸ್ಕೃತ ವಿಭಾಗ, ಮಾನಸಗಂಗೋತ್ರಿ, ಸ್ಥಳ: ಗ್ರಂಥಾಲಯ ಸಭಾಂಗಣ, ಕ್ರಾಫರ್ಡ್ ಭವನ, ಮಧ್ಯಾಹ್ನ 3 ರಿಂದ. xyxy=(998,2235,1491,2281)
cycling-headline: ಮೈಸೂರಿನ 8 ಸೈಕ್ಲಿಸ್ಟ್‌ಗಳು ರಾಷ್ಟ್ರ ಮಟ್ಟಕ್ಕೆ ಆಯ್ಕೆ xyxy=(1144,1041,1477,1120)
cyan-dot xyxy=(727,2330,742,2345)
buddha-headline-line1: ಜಗ ನಡೆಯಲಿ ಬುದ್ಧನ xyxy=(164,1813,412,1854)
lead-col1: ಮೈಸೂರು,ನ.8(ಪಿಎಂ)- ಮೈಸೂರು ಅರಮನೆ ಉತ್ತರ ದ್ವಾರದ ಚಾಮರಾಜ ಒಡೆಯರ್ ವೃತ್ತದಲ್ಲಿ ಅಂದಾಜು ಚಿತ್ರ ಗುರಾಜು... ಬಂಗಾಲದ ಕಲಾ ಮಹೋತ್ಸವ... ಸೆಲಿದುರಿನ ಭಾರತೀಯ ಪರಂಪರೆಯ ಹಬ್ಬಗಳ ಸಡಗರವ ಕಲಾವಿದರ ಕುಂಚದಲ್ಲಿ ಚಿತ್ರಕವರ್ಣವಾಗಿ ಅನಾವರಣಗೊಂಡಿದ್ದವು. ಮೈಸೂರಿನ ರಂಗಾಯಣದ ಅಂಗಳದಲ್ಲಿ ಮಂಗಳವಾರ ಇಂತಹ ಮನಮೋಹಕ ಚಿತ್ರಕಲೆಗಳು ಮನ ಸೆಳೆಯುತ್ತಿದ್ದವು. ಇನ್ಫೋಸಿಸ್ ಪ್ರತಿಷ್ಠಾನ, ಬೆಂಗಳೂರು ಹಾಗೂ ಭಾರತೀಯ ವಿದ್ಯಾಭವನ (ಬಿವಿಬಿ) ಬೆಂಗಳೂರು -ಮೈಸೂರು ಕೇಂದ್ರಗಳ ಸಂಯುಕ್ತಾಶ್ರಯದಲ್ಲಿ 'ಭಾರತೀಯ ಹಬ್ಬಗಳು' ಶೀರ್ಷಿಕೆಯಡಿ ಮೈಸೂರಿನ ಕಲಾಮಂದಿರದಲ್ಲಿ ನಡೆಯುತ್ತಿರುವ (ನ.8ರಿಂದ 10ರವರೆಗೆ) ಸಾಂಸ್ಕೃತಿಕ ಉತ್ಸವದ ಪ್ರಯುಕ್ತ ರಂಗಾಯಣದ ಅವರಣದಲ್ಲಿ ಹಮ್ಮಿಕೊಂಡಿರುವ (ನ.8ರಿಂದ 10) ಕಲಾ ಶಿಬಿರದಲ್ಲಿ (ಚಿತ್ರಕಲಾ ಶಿಬಿರ) ಭಾರತದ ವೈವಿಧ್ಯಮಯ ಹಬ್ಬಗಳ ಸಂಭ್ರಮ ಚಿತ್ರಕಲೆಯಲ್ಲಿ ಮೂಡಿದ್ದವು. ಹಬ್ಬದ ಸಂಪ್ರದಾಯವನ್ನು ಬಿಂಬಿಸುವ ಪ್ರಾಚೀನ ಶೈಲಿ... ಕಾಂಟೆಂಪೊರರಿ ಶೈಲಿಯಲ್ಲಿ ಹಬ್ಬದ ಕಲ್ಪನೆಯನ್ನು ನಾಗಾಡಿಭಾಗ... ಪಶ್ಚಿಮ ಬಂಗಾಳದ ದುರ್ಗಾ ಪೂಜೆ... ಬೆಂಗಳೂರು ಕರಗ ಮಹೋತ್ಸವ... ಗಣೇಶ ಉತ್ಸವದ ಸಡಗರ... ವಾಲ ಮಹಾದೇಶ್ವರ ಬೆಟ್ಟದಲ್ಲಿ ಮಾದಪ್ಪನ ಜಾತ್ರೆ... ಹೀಗೆ ನಾನ್ನ ನೆಲದ ಹತ್ತು ಹಲವು ಹಬ್ಬಗಳ ದೃಶ್ಯಾವಳಿಗಳು ಚಿತ್ರಕಲೆಯಲ್ಲಿ ಹೊರಹೊಮ್ಮಿದ್ದವು. ಕಲಾವಿದರು ತಮ್ಮ ಕಲ್ಪನಾ ಲೋಕದಲ್ಲಿ ಕಂಡಂತೆ ಹಬ್ಬಗಳ ದೃಶ್ಯಗಳನ್ನು ವರ್ಣರಂಜಿತವಾಗಿ ಮೂಡಿಸಿ ಗಮನ ಸೆಳೆದರು. ಇದಕ್ಕೂ ಮುನ್ನ ರಂಗಾಯಣದ ಬಿ.ವಿ.ಕಾರಂತ ಶಿಲ್ಪವನದ ಕುಟೀರದಲ್ಲಿ ಚಿತ್ರ ಕಲಾ ಶಿಬಿರಕ್ಕೆ ರಂಗಾಯಣ ನಿರ್ದೇಶಕ ಅಡ್ಡಂಡ ಸಿ.ಕಾರ್ಯಪ್ಪ ಚಾಲನೆ ನೀಡಿ ದರು. xyxy=(89,265,276,961)
registration-dots-center xyxy=(727,2330,816,2345)
black-dot xyxy=(161,2330,176,2345)
section-divider-1 xyxy=(80,1004,1491,1005)
paintings-collage xyxy=(1098,265,1491,672)
festival-title-line2: ಉತ್ಸವ ಕಾರ್ಯಕ್ರಮ xyxy=(1116,2128,1236,2150)
festival-title xyxy=(1009,2101,1343,2174)
festival-date: ನವೆಂಬರ್ 9 xyxy=(1142,2153,1210,2172)
temple-body: ■ ಜಗದ್ಗುರು ಶ್ರೀ ವೀರ ಸಿಂಹಾಸನ ಮಹಾಸಂಸ್ಥಾನ ಮಠ: ಶ್ರೀ ಶಿವರಾತ್ರೀಶ್ವರ ಶಿವಯೋಗಿಗಳವರ ಕರ್ತೃಗದ್ದುಗೆ, ಕಾರ್ತಿಕ ಮಾಸದ ವಿಶೇಷ ಪೂಜಾ ಕಾರ್ಯಕ್ರಮಗಳು, ಸ್ಥಳ: ಶ್ರೀ ಸುತ್ತೂರು ಕ್ಷೇತ್ರ, ಬೆಳಿಗ್ಗೆಯಿಂದ. ■ ಮೈಸೂರು ವಿಶ್ವವಿದ್ಯಾನಿಲಯ, ಜೈನಶಾಸ್ತ್ರ ಮತ್ತು ಪ್ರಾಕೃತ ಅಧ್ಯಯನ ವಿಭಾಗ: ರಾಷ್ಟ್ರೀಯ ವಿಚಾರ ಸಂಕಿರಣ, ಸ್ಥಳ: ಮಾನಸಗಂಗೋತ್ರಿ, ಬೆಳಿಗ್ಗೆ 10. xyxy=(505,2237,985,2286)
